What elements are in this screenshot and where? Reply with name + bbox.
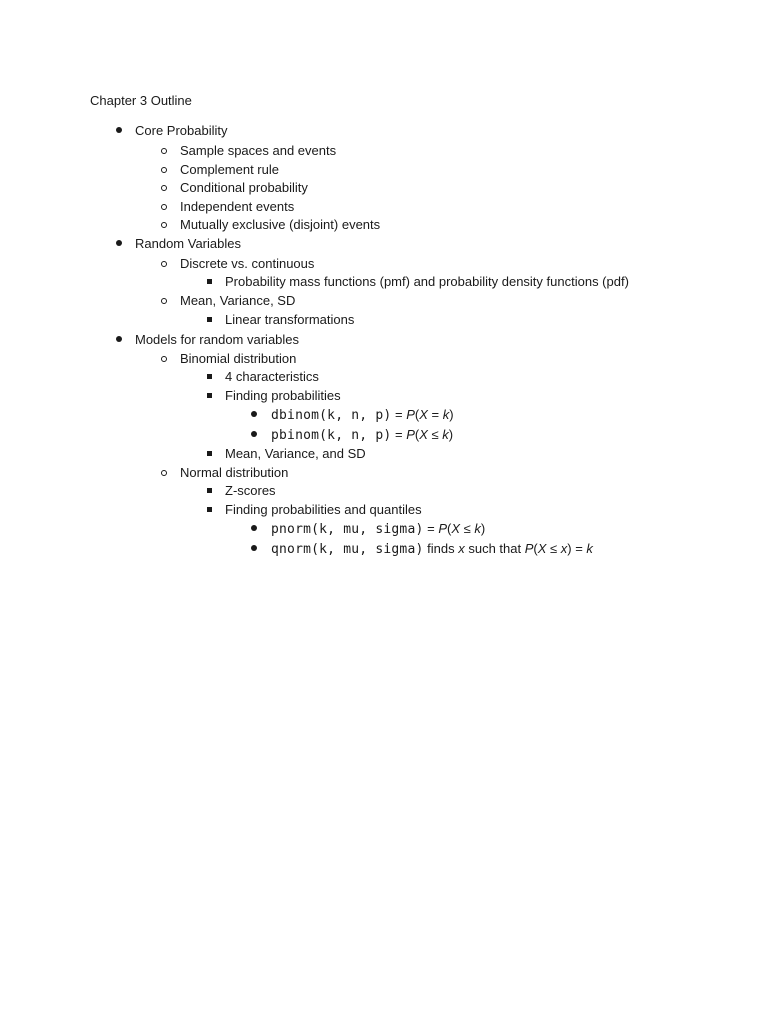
item-label: Linear transformations	[225, 312, 355, 327]
code-pbinom: pbinom(k, n, p)	[271, 428, 392, 443]
bullet-disc-icon	[112, 330, 126, 349]
item-label: Z-scores	[225, 483, 276, 498]
bullet-disc-icon	[247, 425, 261, 444]
bullet-circle-icon	[157, 463, 171, 482]
page-title: Chapter 3 Outline	[90, 93, 192, 108]
formula-text: x such that P(X ≤ x) = k	[458, 541, 593, 556]
bullet-disc-icon	[112, 234, 126, 253]
bullet-circle-icon	[157, 141, 171, 160]
bullet-square-icon	[202, 310, 216, 329]
item-label: Finding probabilities	[225, 388, 341, 403]
bullet-square-icon	[202, 500, 216, 519]
bullet-disc-icon	[112, 121, 126, 140]
bullet-circle-icon	[157, 349, 171, 368]
bullet-circle-icon	[157, 254, 171, 273]
formula-text: = P(X ≤ k)	[391, 427, 454, 442]
bullet-square-icon	[202, 481, 216, 500]
item-label: Discrete vs. continuous	[180, 256, 315, 271]
item-label: Conditional probability	[180, 180, 308, 195]
bullet-circle-icon	[157, 291, 171, 310]
item-label: Probability mass functions (pmf) and probability density functions (pdf)	[225, 274, 629, 289]
bullet-circle-icon	[157, 178, 171, 197]
item-label: Mean, Variance, SD	[180, 293, 296, 308]
bullet-disc-icon	[247, 519, 261, 538]
item-label: Normal distribution	[180, 465, 289, 480]
bullet-circle-icon	[157, 197, 171, 216]
item-label: Independent events	[180, 199, 295, 214]
bullet-square-icon	[202, 367, 216, 386]
bullet-disc-icon	[247, 539, 261, 558]
formula-text: = P(X = k)	[391, 407, 454, 422]
bullet-square-icon	[202, 386, 216, 405]
bullet-square-icon	[202, 272, 216, 291]
bullet-circle-icon	[157, 160, 171, 179]
item-label: Mutually exclusive (disjoint) events	[180, 217, 381, 232]
code-pnorm: pnorm(k, mu, sigma)	[271, 522, 424, 537]
formula-text: = P(X ≤ k)	[423, 521, 486, 536]
item-label: Complement rule	[180, 162, 279, 177]
item-label: Models for random variables	[135, 332, 300, 347]
item-label: Core Probability	[135, 123, 228, 138]
item-label: Finding probabilities and quantiles	[225, 502, 422, 517]
bullet-square-icon	[202, 444, 216, 463]
item-label: Sample spaces and events	[180, 143, 337, 158]
item-label: Binomial distribution	[180, 351, 297, 366]
bullet-disc-icon	[247, 405, 261, 424]
code-qnorm: qnorm(k, mu, sigma)	[271, 542, 424, 557]
bullet-circle-icon	[157, 215, 171, 234]
item-label: Mean, Variance, and SD	[225, 446, 366, 461]
code-dbinom: dbinom(k, n, p)	[271, 408, 392, 423]
item-label: 4 characteristics	[225, 369, 319, 384]
item-label: Random Variables	[135, 236, 241, 251]
formula-word: finds	[427, 541, 455, 556]
